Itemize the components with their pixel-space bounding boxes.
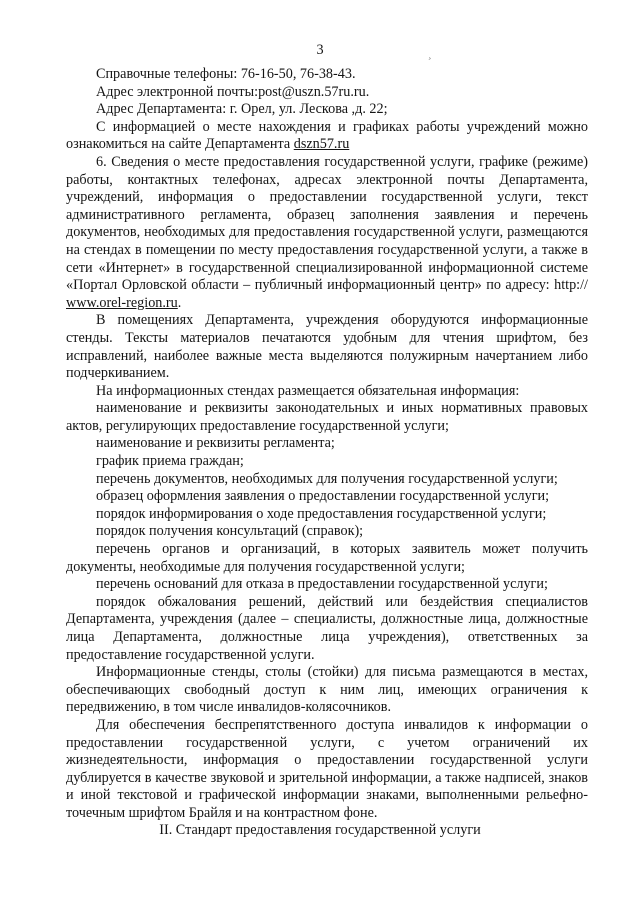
info-item: перечень органов и организаций, в которых заявитель может получить документы, необходимые для получения государственной услуги;: [66, 541, 588, 575]
document-body: [66, 66, 588, 823]
section-6-text: 6. Сведения о месте предоставления государственной услуги, графике (режиме) работы, контактных телефонах, адресах электронной почты Департамента, учреждений, информация о предоставлении государственной услуги, текст административного регламента, образец заполнения заявления и перечень документов, необходимых для предоставления государственной услуги, размещаются на стендах в помещении по месту предоставления государственной услуги, а также в сети «Интернет» в государственной специализированной информационной системе «Портал Орловской области – публичный информационный центр» по адресу: http://: [66, 153, 588, 294]
info-item: образец оформления заявления о предоставлении государственной услуги;: [96, 488, 550, 505]
info-intro: На информационных стендах размещается обязательная информация:: [96, 382, 520, 399]
page-number: 3: [316, 42, 324, 58]
info-item: наименование и реквизиты регламента;: [96, 435, 335, 452]
info-item: порядок информирования о ходе предоставления государственной услуги;: [96, 505, 547, 522]
info-item: перечень оснований для отказа в предоставлении государственной услуги;: [96, 576, 548, 593]
info-item: перечень документов, необходимых для получения государственной услуги;: [96, 470, 558, 487]
site-paragraph: [66, 119, 588, 154]
stands-paragraph: В помещениях Департамента, учреждения оборудуются информационные стенды. Тексты материалов печатаются удобным для чтения шрифтом, без исправлений, наиболее важные места выделяются полужирным начертанием либо подчеркиванием.: [66, 312, 588, 382]
section-heading: II. Стандарт предоставления государственной услуги: [159, 822, 481, 838]
scan-mark: ¸: [428, 49, 432, 60]
section-6-paragraph: [66, 154, 588, 312]
info-item: наименование и реквизиты законодательных и иных нормативных правовых актов, регулирующих предоставление государственной услуги;: [66, 400, 588, 434]
contact-email: Адрес электронной почты:post@uszn.57ru.ru.: [96, 83, 370, 100]
stands-access-paragraph: Информационные стенды, столы (стойки) для письма размещаются в местах, обеспечивающих свободный доступ к ним лиц, имеющих ограничения к передвижению, в том числе инвалидов-колясочников.: [66, 664, 588, 716]
info-item: график приема граждан;: [96, 453, 244, 470]
disabled-access-paragraph: Для обеспечения беспрепятственного доступа инвалидов к информации о предоставлении государственной услуги, с учетом ограничений их жизнедеятельности, информация о предоставлении государственной услуги дублируется в качестве звуковой и зрительной информации, а также надписей, знаков и иной текстовой и графической информации знаками, выполненными рельефно-точечным шрифтом Брайля и на контрастном фоне.: [66, 716, 588, 821]
section-6-end: .: [177, 294, 182, 311]
site-text: С информацией о месте нахождения и графиках работы учреждений можно ознакомиться на сайте Департамента: [66, 118, 588, 153]
info-item: порядок обжалования решений, действий или бездействия специалистов Департамента, учреждения (далее – специалисты, должностные лица, должностные лица Департамента, должностные лица учреждения), ответственных за предоставление государственной услуги.: [66, 593, 588, 663]
contact-phones: Справочные телефоны: 76-16-50, 76-38-43.: [96, 66, 356, 82]
site-link[interactable]: dszn57.ru: [293, 136, 350, 153]
contact-address: Адрес Департамента: г. Орел, ул. Лескова ,д. 22;: [96, 101, 388, 118]
portal-link[interactable]: www.orel-region.ru: [66, 294, 178, 311]
info-item: порядок получения консультаций (справок);: [96, 523, 364, 540]
